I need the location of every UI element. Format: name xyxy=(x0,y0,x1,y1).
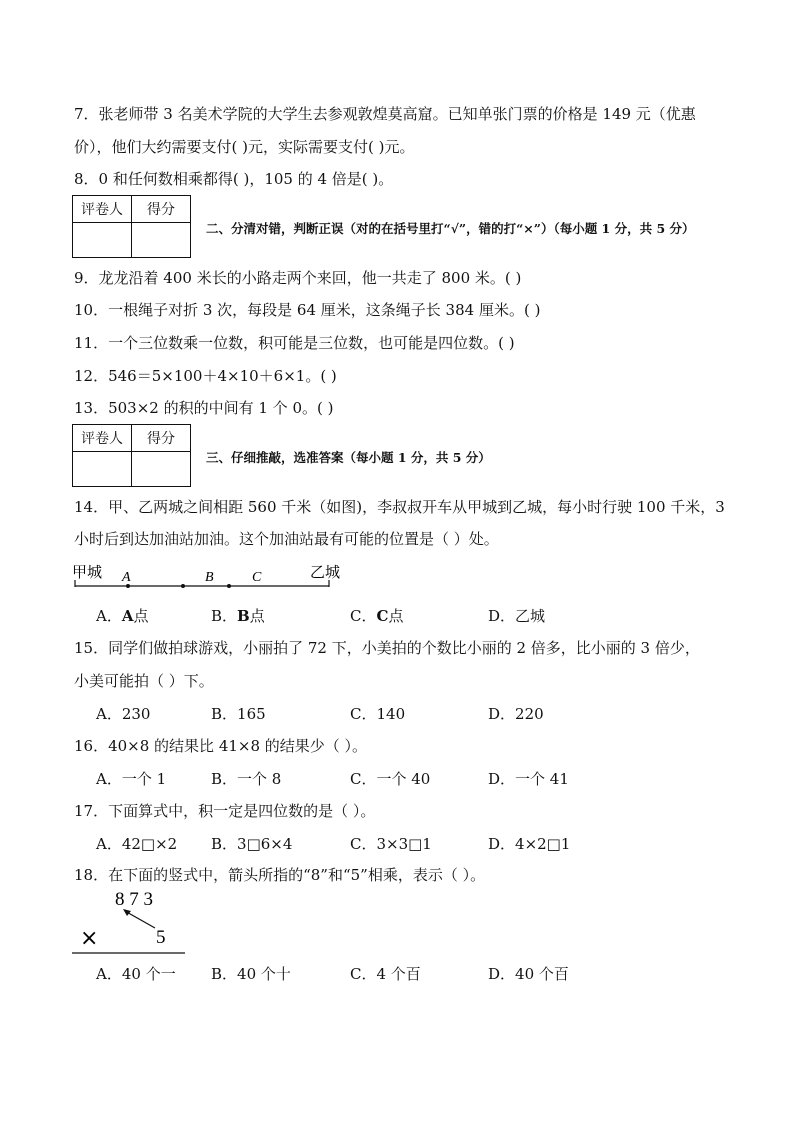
question-7-line-1: 7．张老师带 3 名美术学院的大学生去参观敦煌莫高窟。已知单张门票的价格是 149 元（优惠 xyxy=(74,105,696,123)
option-a[interactable]: A．230 xyxy=(96,705,151,723)
question-13: 13．503×2 的积的中间有 1 个 0。( ) xyxy=(74,399,334,417)
question-14-line-1: 14．甲、乙两城之间相距 560 千米（如图)，李叔叔开车从甲城到乙城，每小时行驶 100 千米，3 xyxy=(74,498,725,516)
question-18: 18．在下面的竖式中，箭头所指的“8”和“5”相乘，表示（ ）。 xyxy=(74,866,486,884)
score-label: 得分 xyxy=(132,425,191,452)
reviewer-label: 评卷人 xyxy=(73,196,132,223)
point-c-dot xyxy=(227,584,231,588)
option-b[interactable]: B．一个 8 xyxy=(211,770,282,788)
option-c[interactable]: C．4 个百 xyxy=(350,965,421,983)
arrow-head-icon xyxy=(123,909,131,916)
question-15-line-1: 15．同学们做拍球游戏，小丽拍了 72 下，小美拍的个数比小丽的 2 倍多，比小丽的 3 倍少， xyxy=(74,639,700,657)
question-7-line-2: 价），他们大约需要支付( )元，实际需要支付( )元。 xyxy=(74,138,415,156)
option-a[interactable]: A．42□×2 xyxy=(96,835,178,853)
arrow-line xyxy=(125,911,155,928)
option-b[interactable]: B．40 个十 xyxy=(211,965,291,983)
option-d[interactable]: D．一个 41 xyxy=(488,770,569,788)
vertical-times-sign: × xyxy=(80,926,99,951)
question-16: 16．40×8 的结果比 41×8 的结果少（ ）。 xyxy=(74,737,368,755)
question-17: 17．下面算式中，积一定是四位数的是（ ）。 xyxy=(74,802,376,820)
right-city-label: 乙城 xyxy=(310,563,341,581)
option-a[interactable]: A．40 个一 xyxy=(96,965,176,983)
vertical-top-number: 8 7 3 xyxy=(115,889,153,910)
option-b[interactable]: B．3□6×4 xyxy=(211,835,293,853)
point-b-label: B xyxy=(205,570,214,585)
option-d[interactable]: D．4×2□1 xyxy=(488,835,571,853)
option-b[interactable]: B．B点 xyxy=(211,607,265,625)
point-a-label: A xyxy=(122,570,131,585)
section-3-title: 三、仔细推敲，选准答案（每小题 1 分，共 5 分） xyxy=(206,450,491,465)
score-label: 得分 xyxy=(132,196,191,223)
vertical-bottom-number: 5 xyxy=(156,927,166,948)
option-a[interactable]: A．一个 1 xyxy=(96,770,167,788)
question-11: 11．一个三位数乘一位数，积可能是三位数，也可能是四位数。( ) xyxy=(74,334,515,352)
option-d[interactable]: D．乙城 xyxy=(488,607,546,625)
question-12: 12．546＝5×100＋4×10＋6×1。( ) xyxy=(74,367,337,385)
question-14-line-2: 小时后到达加油站加油。这个加油站最有可能的位置是（ ）处。 xyxy=(74,530,499,548)
section-2-title: 二、分清对错，判断正误（对的在括号里打“√”，错的打“×”）（每小题 1 分，共 5 分） xyxy=(206,221,695,236)
option-c[interactable]: C．140 xyxy=(350,705,406,723)
point-c-label: C xyxy=(252,570,262,585)
option-d[interactable]: D．220 xyxy=(488,705,544,723)
option-c[interactable]: C．3×3□1 xyxy=(350,835,432,853)
left-city-label: 甲城 xyxy=(72,563,103,581)
question-15-line-2: 小美可能拍（ ）下。 xyxy=(74,672,214,690)
question-8: 8．0 和任何数相乘都得( )，105 的 4 倍是( )。 xyxy=(74,170,394,188)
option-d[interactable]: D．40 个百 xyxy=(488,965,569,983)
point-b-dot xyxy=(181,584,185,588)
option-c[interactable]: C．C点 xyxy=(350,607,404,625)
reviewer-label: 评卷人 xyxy=(73,425,132,452)
option-c[interactable]: C．一个 40 xyxy=(350,770,431,788)
question-10: 10．一根绳子对折 3 次，每段是 64 厘米，这条绳子长 384 厘米。( ) xyxy=(74,301,541,319)
option-b[interactable]: B．165 xyxy=(211,705,266,723)
option-a[interactable]: A．A点 xyxy=(96,607,149,625)
question-9: 9．龙龙沿着 400 米长的小路走两个来回，他一共走了 800 米。( ) xyxy=(74,269,522,287)
